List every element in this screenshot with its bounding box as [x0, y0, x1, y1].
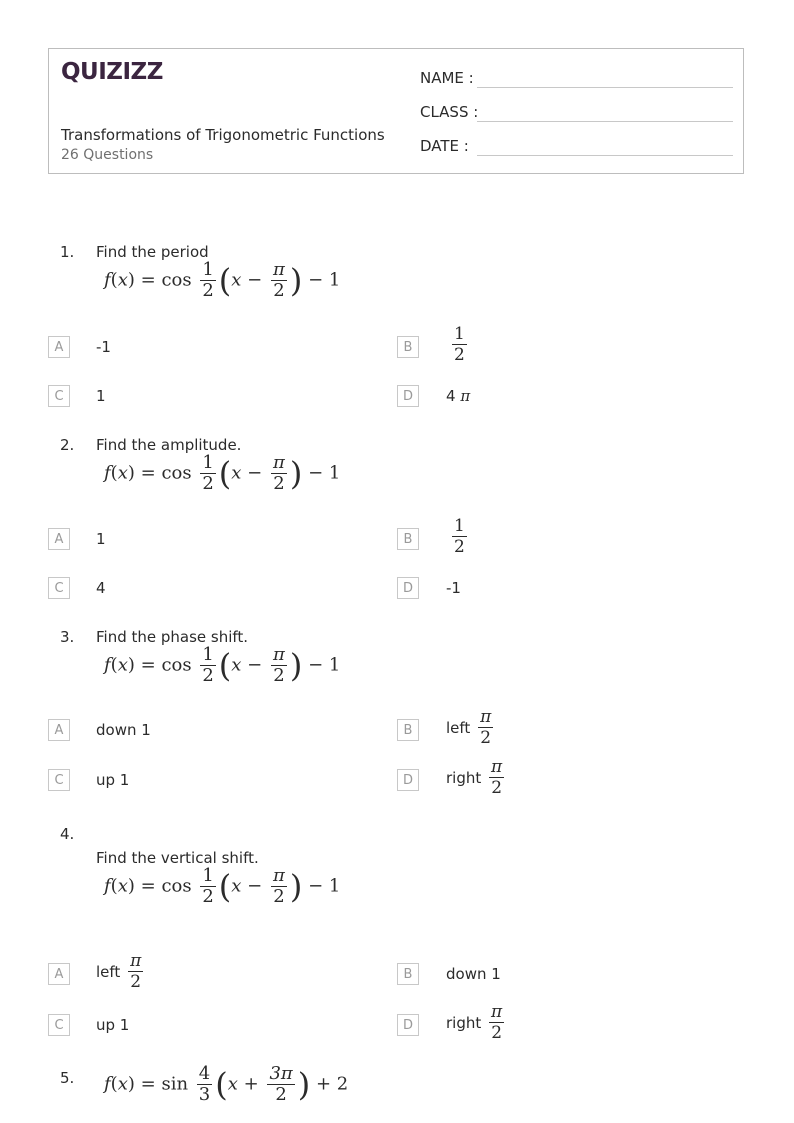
class-line — [477, 121, 733, 122]
option-b-letter[interactable]: B — [397, 963, 419, 985]
name-label: NAME : — [420, 69, 474, 87]
question-number: 2. — [60, 436, 75, 454]
question-number: 3. — [60, 628, 75, 646]
option-a-letter[interactable]: A — [48, 336, 70, 358]
question-count: 26 Questions — [61, 147, 154, 163]
option-b-text: down 1 — [446, 965, 501, 983]
option-d-text: 4 π — [446, 387, 471, 405]
question-number: 1. — [60, 243, 75, 261]
worksheet-header — [48, 48, 744, 174]
question-prompt: Find the phase shift. — [96, 628, 249, 646]
class-label: CLASS : — [420, 103, 479, 121]
date-field[interactable] — [420, 137, 469, 155]
option-c-letter[interactable]: C — [48, 385, 70, 407]
function-formula: f(x) = cos $\frac{1}{2}$ (x − $\frac{\pi}{2}$ ) − 1 — [104, 452, 341, 494]
option-d-text: right $\frac{\pi}{2}$ — [446, 1002, 503, 1043]
option-d-letter[interactable]: D — [397, 769, 419, 791]
option-b-text: $\frac{1}{2}$ — [454, 324, 465, 365]
option-a-letter[interactable]: A — [48, 963, 70, 985]
option-d-text: -1 — [446, 579, 461, 597]
option-b-letter[interactable]: B — [397, 719, 419, 741]
option-c-text: 1 — [96, 387, 106, 405]
date-label: DATE : — [420, 137, 469, 155]
name-line — [477, 87, 733, 88]
option-a-text: -1 — [96, 338, 111, 356]
option-a-text: 1 — [96, 530, 106, 548]
question-prompt: Find the vertical shift. — [96, 849, 259, 867]
name-field[interactable] — [420, 69, 474, 87]
option-d-letter[interactable]: D — [397, 385, 419, 407]
option-c-letter[interactable]: C — [48, 1014, 70, 1036]
function-formula: f(x) = cos $\frac{1}{2}$ (x − $\frac{\pi}{2}$ ) − 1 — [104, 644, 341, 686]
option-d-letter[interactable]: D — [397, 1014, 419, 1036]
question-number: 4. — [60, 825, 75, 843]
option-b-text: $\frac{1}{2}$ — [454, 516, 465, 557]
date-line — [477, 155, 733, 156]
question-number: 5. — [60, 1069, 75, 1087]
option-b-letter[interactable]: B — [397, 528, 419, 550]
option-b-letter[interactable]: B — [397, 336, 419, 358]
option-c-text: up 1 — [96, 771, 130, 789]
option-c-letter[interactable]: C — [48, 769, 70, 791]
option-a-letter[interactable]: A — [48, 719, 70, 741]
question-prompt: Find the amplitude. — [96, 436, 242, 454]
function-formula: f(x) = cos $\frac{1}{2}$ (x − $\frac{\pi}{2}$ ) − 1 — [104, 865, 341, 907]
option-c-text: 4 — [96, 579, 106, 597]
option-b-text: left $\frac{\pi}{2}$ — [446, 707, 492, 748]
function-formula: f(x) = sin $\frac{4}{3}$ (x + $\frac{3\pi}{2}$ ) + 2 — [104, 1063, 349, 1105]
option-c-text: up 1 — [96, 1016, 130, 1034]
option-d-text: right $\frac{\pi}{2}$ — [446, 757, 503, 798]
function-formula: f(x) = cos $\frac{1}{2}$ (x − $\frac{\pi}{2}$ ) − 1 — [104, 259, 341, 301]
option-a-text: left $\frac{\pi}{2}$ — [96, 951, 142, 992]
option-a-letter[interactable]: A — [48, 528, 70, 550]
option-c-letter[interactable]: C — [48, 577, 70, 599]
quizizz-logo: QUIZIZZ — [61, 59, 163, 85]
option-d-letter[interactable]: D — [397, 577, 419, 599]
question-prompt: Find the period — [96, 243, 209, 261]
worksheet-title: Transformations of Trigonometric Functions — [61, 126, 385, 144]
class-field[interactable] — [420, 103, 478, 121]
option-a-text: down 1 — [96, 721, 151, 739]
